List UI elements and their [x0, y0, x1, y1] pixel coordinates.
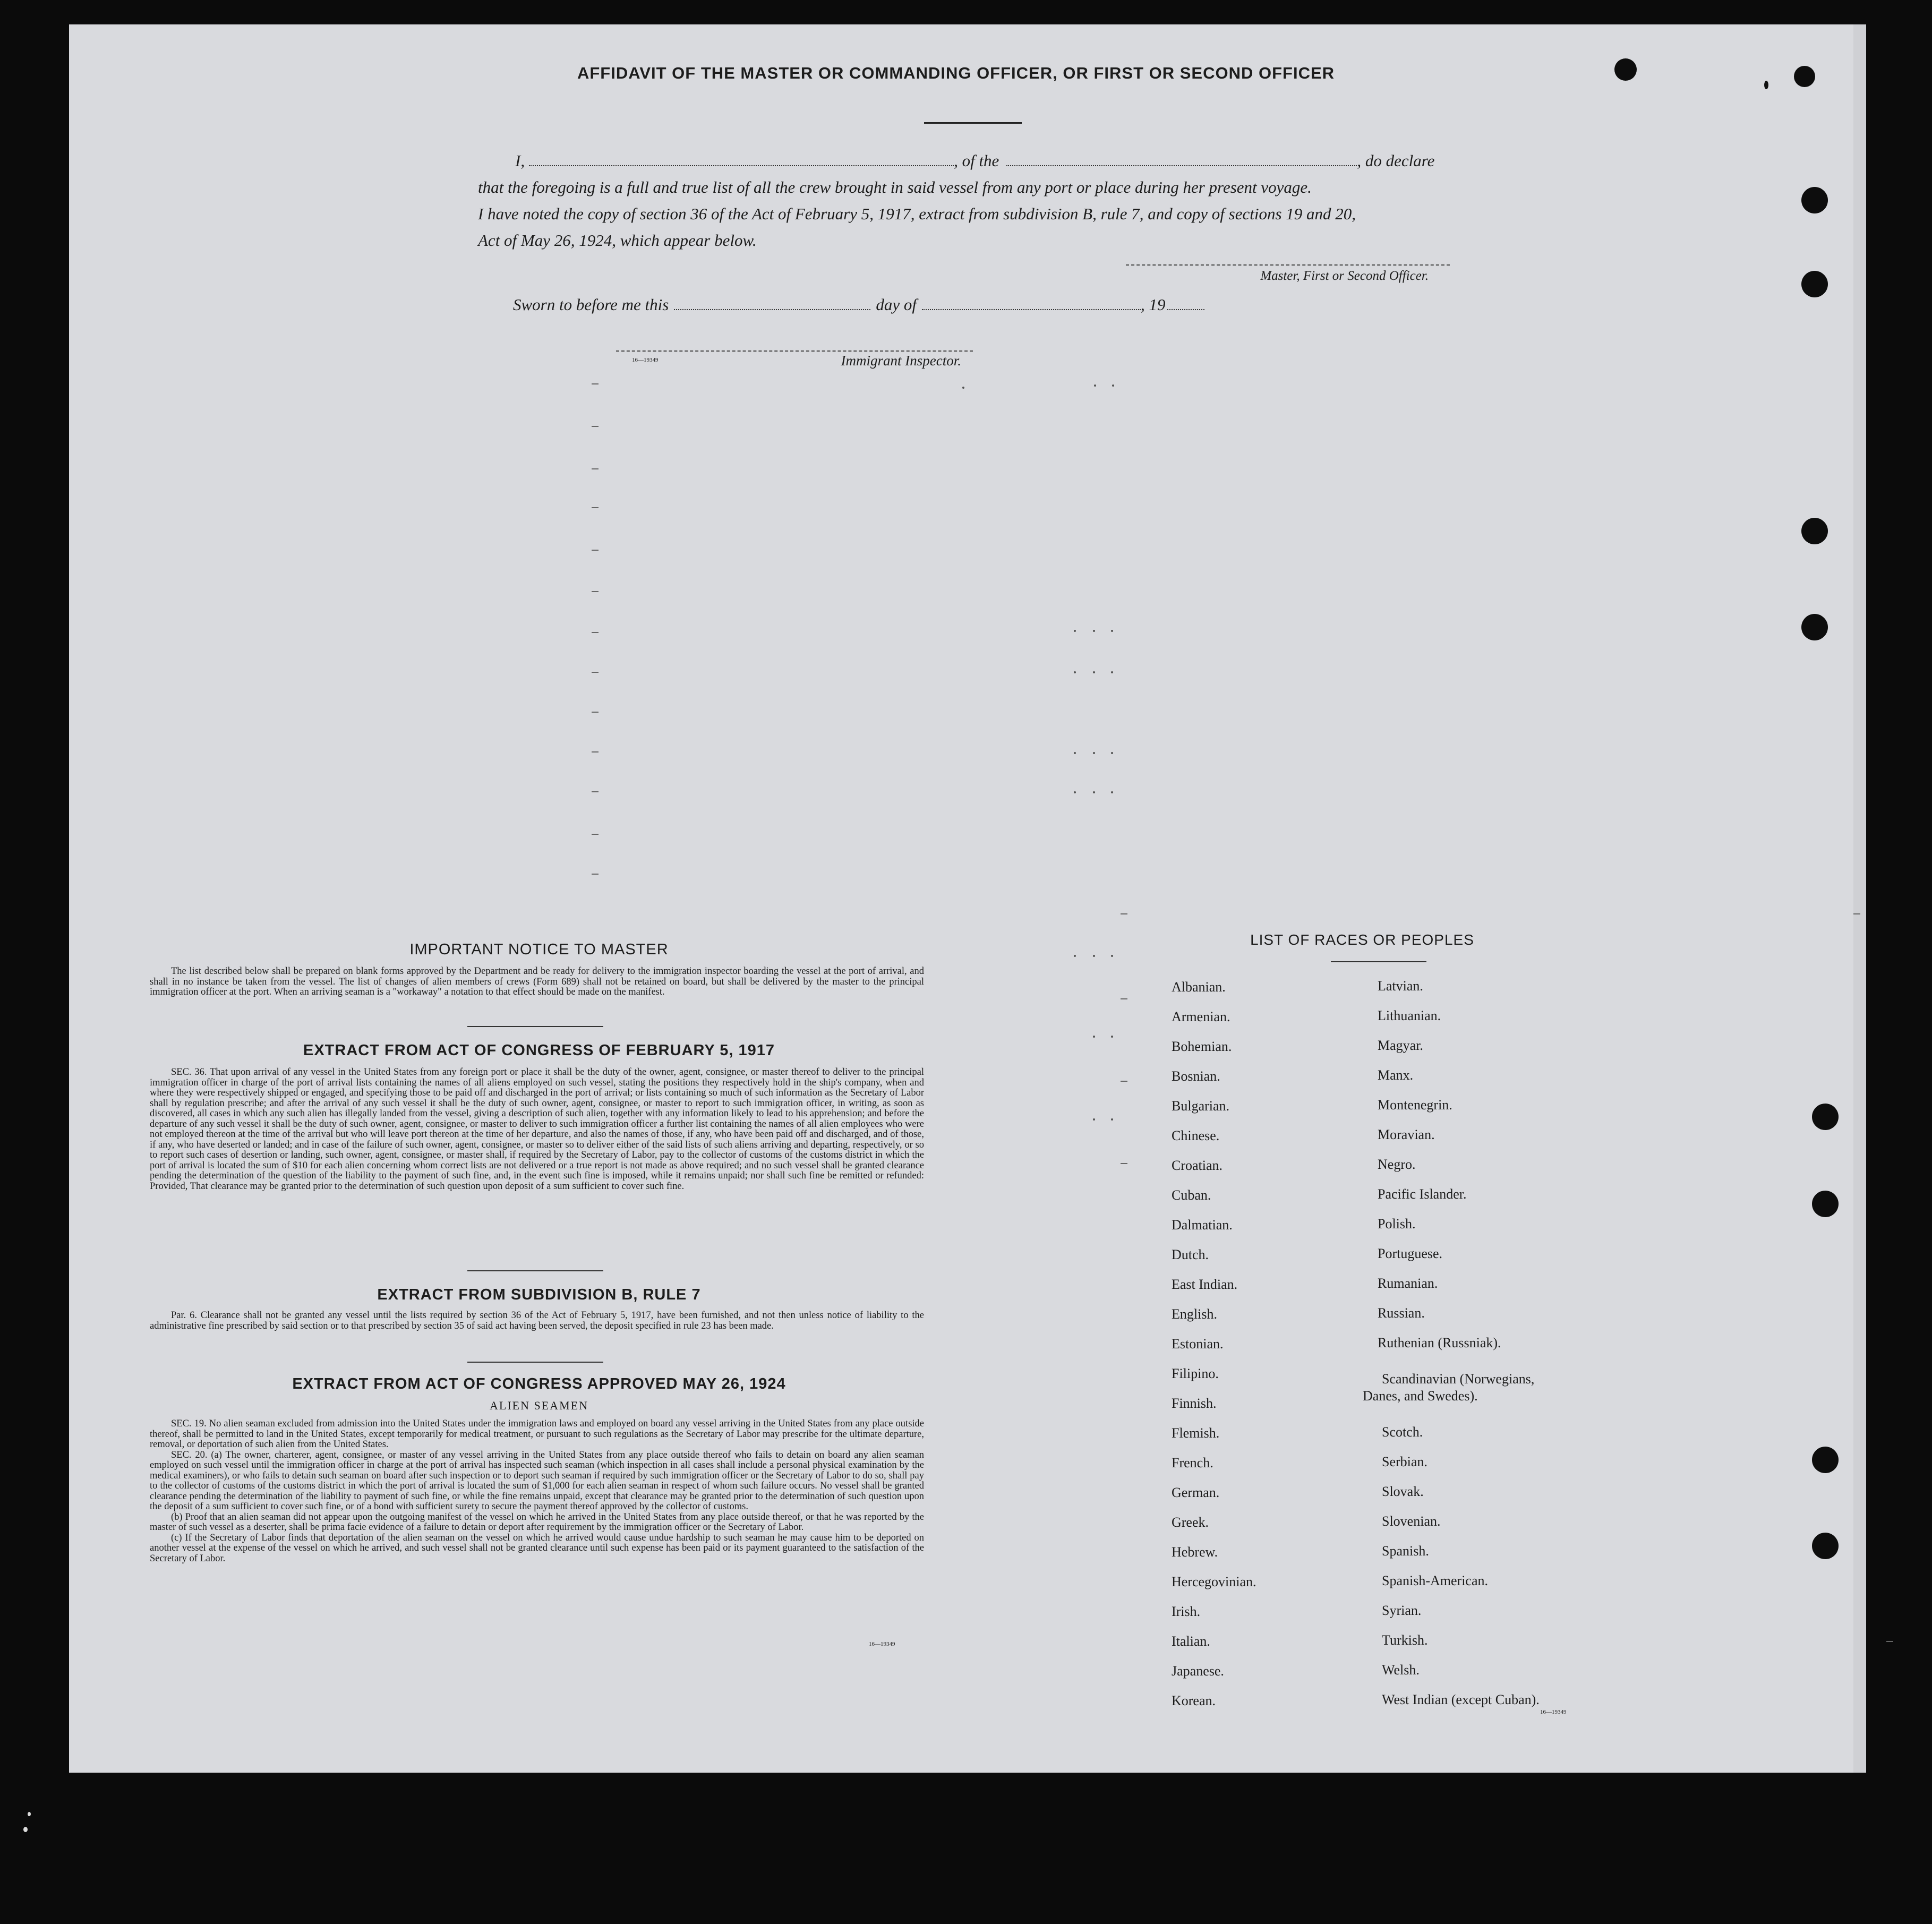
- race-item: Italian.: [1172, 1634, 1210, 1649]
- bleed-dot: [1093, 630, 1095, 632]
- sworn-year: , 19: [1140, 295, 1166, 314]
- bleed-mark: [592, 550, 599, 551]
- bleed-dot: [1111, 1036, 1113, 1038]
- bleed-dot: [1093, 955, 1095, 957]
- race-item: Syrian.: [1382, 1603, 1422, 1618]
- race-item: Bohemian.: [1172, 1039, 1232, 1054]
- race-item: Welsh.: [1382, 1662, 1420, 1678]
- bleed-dot: [1074, 671, 1076, 673]
- sworn-mid: day of: [876, 295, 917, 314]
- race-item: Polish.: [1378, 1216, 1416, 1232]
- extract-rule7-paragraph: Par. 6. Clearance shall not be granted any vessel until the lists required by section 36 of the Act of February 5, 1917, have been furnished, and not then unless notice of liability to the administrative fine prescribed by said section or to that prescribed by section 35 of said act having been served, the deposit specified in rule 23 has been made.: [150, 1310, 924, 1331]
- race-item: East Indian.: [1172, 1277, 1238, 1292]
- sworn-start: Sworn to before me this: [513, 295, 669, 314]
- race-item: Lithuanian.: [1378, 1008, 1441, 1023]
- race-item: Flemish.: [1172, 1425, 1220, 1441]
- binder-hole: [1801, 271, 1828, 297]
- bleed-mark: [592, 672, 599, 673]
- title-rule: [924, 122, 1022, 124]
- sworn-line: [513, 295, 1204, 314]
- extract-1924-subtitle: ALIEN SEAMEN: [490, 1399, 588, 1412]
- notice-paragraph: The list described below shall be prepared on blank forms approved by the Department and be ready for delivery to the immigration inspector boarding the vessel at the port of arrival, and shall in no instance be taken from the vessel. The list of changes of alien members of crews (Form 689) shall not be retained on board, but shall be delivered by the master to the principal immigration officer at the port. When an arriving seaman is a "workaway" a notation to that effect should be made on the manifest.: [150, 966, 924, 997]
- speck: [23, 1827, 28, 1832]
- race-item: Slovenian.: [1382, 1513, 1441, 1529]
- bleed-dot: [1074, 752, 1076, 754]
- affidavit-line-4: Act of May 26, 1924, which appear below.: [478, 231, 757, 250]
- bleed-dot: [1111, 752, 1113, 754]
- race-item: Hercegovinian.: [1172, 1574, 1256, 1589]
- binder-hole: [1812, 1191, 1839, 1217]
- bleed-mark: [592, 507, 599, 508]
- race-item: Dutch.: [1172, 1247, 1209, 1262]
- sworn-day-blank[interactable]: [674, 296, 870, 310]
- bleed-dot: [1074, 791, 1076, 793]
- extract-1917-title: EXTRACT FROM ACT OF CONGRESS OF FEBRUARY 5, 1917: [303, 1042, 775, 1059]
- bleed-dot: [962, 387, 964, 389]
- affidavit-title: AFFIDAVIT OF THE MASTER OR COMMANDING OFFICER, OR FIRST OR SECOND OFFICER: [577, 64, 1335, 82]
- bleed-dot: [1093, 752, 1095, 754]
- affidavit-line-1: [478, 148, 1469, 174]
- signature-line[interactable]: [1126, 264, 1450, 266]
- bleed-mark: [592, 834, 599, 835]
- extract-1917-text: [150, 1067, 924, 1192]
- bleed-mark: [1853, 913, 1860, 914]
- form-number: 16—19349: [869, 1641, 895, 1647]
- races-title-rule: [1331, 961, 1426, 962]
- affidavit-line1-start: I,: [515, 151, 525, 170]
- name-blank[interactable]: [529, 152, 954, 166]
- bleed-dot: [1112, 384, 1114, 387]
- race-item: Chinese.: [1172, 1128, 1220, 1143]
- race-item: Bulgarian.: [1172, 1098, 1230, 1114]
- race-item: Filipino.: [1172, 1366, 1219, 1381]
- bleed-dot: [1094, 384, 1096, 387]
- race-item: Scotch.: [1382, 1424, 1423, 1440]
- notice-text: [150, 967, 924, 998]
- punch-mark: [1614, 58, 1637, 81]
- race-item: Rumanian.: [1378, 1276, 1438, 1291]
- punch-mark: [1794, 66, 1815, 87]
- bleed-mark: [592, 632, 599, 633]
- race-item: Finnish.: [1172, 1396, 1217, 1411]
- form-number: 16—19349: [632, 357, 659, 363]
- bleed-dot: [1111, 791, 1113, 793]
- sheet-edge: [1853, 24, 1866, 1773]
- bleed-mark: [592, 712, 599, 713]
- inspector-signature-line[interactable]: [616, 350, 973, 352]
- sworn-year-blank[interactable]: [1167, 296, 1204, 310]
- affidavit-line-3: I have noted the copy of section 36 of the Act of February 5, 1917, extract from subdivision B, rule 7, and copy of sections 19 and 20,: [478, 204, 1356, 223]
- speck: [28, 1812, 31, 1816]
- race-item: Korean.: [1172, 1693, 1216, 1708]
- affidavit-body: [478, 148, 1469, 254]
- race-item: Slovak.: [1382, 1484, 1424, 1499]
- race-item: Magyar.: [1378, 1038, 1423, 1053]
- bleed-dot: [1074, 955, 1076, 957]
- bleed-dot: [1111, 955, 1113, 957]
- bleed-mark: [1121, 998, 1127, 999]
- bleed-dot: [1111, 671, 1113, 673]
- form-number: 16—19349: [1540, 1709, 1567, 1715]
- race-item: German.: [1172, 1485, 1220, 1500]
- race-item: Portuguese.: [1378, 1246, 1443, 1261]
- race-item: Japanese.: [1172, 1663, 1224, 1679]
- affidavit-line1-mid: , of the: [954, 151, 999, 170]
- race-item: Montenegrin.: [1378, 1097, 1452, 1113]
- sworn-month-blank[interactable]: [922, 296, 1141, 310]
- race-item: Bosnian.: [1172, 1068, 1220, 1084]
- race-item: Hebrew.: [1172, 1544, 1218, 1560]
- race-item: Russian.: [1378, 1305, 1425, 1321]
- race-item: Spanish-American.: [1382, 1573, 1489, 1588]
- race-item: Greek.: [1172, 1515, 1209, 1530]
- affidavit-line1-end: , do declare: [1357, 151, 1435, 170]
- section-divider: [467, 1270, 603, 1271]
- affidavit-line-2: that the foregoing is a full and true list of all the crew brought in said vessel from any port or place during her present voyage.: [478, 178, 1312, 196]
- race-item: Manx.: [1378, 1067, 1414, 1083]
- bleed-dot: [1093, 791, 1095, 793]
- bleed-dot: [1093, 1118, 1095, 1121]
- binder-hole: [1812, 1447, 1839, 1473]
- bleed-mark: [1121, 1163, 1127, 1164]
- extract-1924-title: EXTRACT FROM ACT OF CONGRESS APPROVED MAY 26, 1924: [292, 1375, 786, 1392]
- extract-rule7-text: [150, 1311, 924, 1331]
- bleed-mark: [592, 751, 599, 753]
- bleed-dot: [1093, 671, 1095, 673]
- race-item: Turkish.: [1382, 1632, 1428, 1648]
- bleed-mark: [592, 791, 599, 792]
- extract-1924-text: [150, 1419, 924, 1564]
- race-item: French.: [1172, 1455, 1213, 1470]
- vessel-blank[interactable]: [1006, 152, 1357, 166]
- race-item: English.: [1172, 1306, 1217, 1322]
- bleed-dot: [1111, 1118, 1113, 1121]
- binder-hole: [1812, 1104, 1839, 1130]
- bleed-mark: [592, 468, 599, 469]
- speck: [1764, 81, 1768, 89]
- extract-1917-paragraph: SEC. 36. That upon arrival of any vessel in the United States from any foreign port or place it shall be the duty of the owner, agent, consignee, or master thereof to deliver to the principal immigration officer in charge of the port of arrival lists containing the names of all aliens employed on such vessel, stating the positions they respectively hold in the ship's company, when and where they were respectively shipped or engaged, and specifying those to be paid off and discharged in the port of arrival; or lists containing so much of such information as the Secretary of Labor shall by regulation prescribe; and after the arrival of any such vessel it shall be the duty of such owner, agent, consignee, or master to report to such immigration officer, in writing, as soon as discovered, all cases in which any such alien has illegally landed from the vessel, giving a description of such alien, together with any information likely to lead to his apprehension; and before the departure of any such vessel it shall be the duty of such owner, agent, consignee, or master to deliver to such immigration officer a further list containing the names of all alien employees who were not employed thereon at the time of the arrival but who will leave port thereon at the time of her departure, and also the names of those, if any, who have been paid off and discharged, and of those, if any, who have deserted or landed; and in case of the failure of such owner, agent, consignee, or master so to deliver either of the said lists of such aliens arriving and departing, respectively, or so to report such cases of desertion or landing, such owner, agent, consignee, or master shall, if required by the Secretary of Labor, pay to the collector of customs of the customs district in which the port of arrival is located the sum of $10 for each alien concerning whom correct lists are not delivered or a true report is not made as above required; and no such vessel shall be granted clearance pending the determination of the question of the liability to the payment of such fine, and, in the event such fine is imposed, while it remains unpaid; nor shall such fine be remitted or refunded: Provided, That clearance may be granted prior to the determination of such question upon deposit of a sum sufficient to cover such fine.: [150, 1067, 924, 1192]
- races-title: LIST OF RACES OR PEOPLES: [1250, 931, 1474, 948]
- binder-hole: [1801, 518, 1828, 544]
- extract-rule7-title: EXTRACT FROM SUBDIVISION B, RULE 7: [377, 1286, 701, 1303]
- race-item: Armenian.: [1172, 1009, 1230, 1024]
- race-item: Albanian.: [1172, 979, 1226, 995]
- binder-hole: [1801, 187, 1828, 213]
- race-item: Croatian.: [1172, 1158, 1223, 1173]
- race-item: Danes, and Swedes).: [1363, 1388, 1478, 1404]
- binder-hole: [1812, 1533, 1839, 1559]
- race-item: Ruthenian (Russniak).: [1378, 1335, 1501, 1350]
- section-divider: [467, 1026, 603, 1027]
- race-item: Estonian.: [1172, 1336, 1224, 1352]
- bleed-mark: [592, 591, 599, 592]
- race-item: Serbian.: [1382, 1454, 1427, 1469]
- sec-20b-paragraph: (b) Proof that an alien seaman did not appear upon the outgoing manifest of the vessel on which he arrived in the United States from any place outside thereof, or that he was reported by the master of such vessel as a deserter, shall be prima facie evidence of a failure to detain or deport after requirement by the immigration officer or the Secretary of Labor.: [150, 1511, 924, 1533]
- bleed-dot: [1111, 630, 1113, 632]
- notice-title: IMPORTANT NOTICE TO MASTER: [409, 941, 669, 958]
- bleed-dot: [1074, 630, 1076, 632]
- race-item: Scandinavian (Norwegians,: [1382, 1371, 1535, 1387]
- sec-20c-paragraph: (c) If the Secretary of Labor finds that deportation of the alien seaman on the vessel on which he arrived would cause undue hardship to such seaman he may cause him to be deported on another vessel at the expense of the vessel on which he arrived, and such vessel shall not be granted clearance until such expense has been paid or its payment guaranteed to the satisfaction of the Secretary of Labor.: [150, 1532, 924, 1564]
- race-item: Cuban.: [1172, 1187, 1211, 1203]
- race-item: Negro.: [1378, 1157, 1416, 1172]
- sec-19-paragraph: SEC. 19. No alien seaman excluded from admission into the United States under the immigration laws and employed on board any vessel arriving in the United States from any place outside thereof, shall be permitted to land in the United States, except temporarily for medical treatment, or pursuant to such regulations as the Secretary of Labor may prescribe for the ultimate departure, removal, or deportation of such alien from the United States.: [150, 1418, 924, 1450]
- race-item: Moravian.: [1378, 1127, 1435, 1142]
- bleed-mark: [592, 383, 599, 384]
- race-item: Irish.: [1172, 1604, 1201, 1619]
- section-divider: [467, 1362, 603, 1363]
- bleed-mark: [592, 874, 599, 875]
- race-item: Dalmatian.: [1172, 1217, 1233, 1233]
- race-item: West Indian (except Cuban).: [1382, 1692, 1540, 1707]
- bleed-mark: [592, 426, 599, 427]
- sec-20a-paragraph: SEC. 20. (a) The owner, charterer, agent, consignee, or master of any vessel arriving in the United States from any place outside thereof who fails to detain on board any alien seaman employed on such vessel until the immigration officer in charge at the port of arrival has inspected such seaman (which inspection in all cases shall include a personal physical examination by the medical examiners), or who fails to detain such seaman on board after such inspection or to deport such seaman if required by such immigration officer or the Secretary of Labor to do so, shall pay to the collector of customs of the customs district in which the port of arrival is located the sum of $1,000 for each alien seaman in respect of whom such failure occurs. No vessel shall be granted clearance pending the determination of the liability to payment of such fine, or while the fine remains unpaid, except that clearance may be granted prior to the determination of such question upon the deposit of a sum sufficient to cover such fine, or of a bond with sufficient surety to secure the payment thereof approved by the collector of customs.: [150, 1449, 924, 1512]
- bleed-mark: [1886, 1641, 1893, 1642]
- inspector-label: Immigrant Inspector.: [841, 353, 961, 369]
- race-item: Pacific Islander.: [1378, 1186, 1467, 1202]
- race-item: Latvian.: [1378, 978, 1423, 994]
- bleed-mark: [1121, 913, 1127, 914]
- signature-label: Master, First or Second Officer.: [1260, 269, 1429, 283]
- binder-hole: [1801, 614, 1828, 640]
- race-item: Spanish.: [1382, 1543, 1429, 1559]
- bleed-dot: [1093, 1036, 1095, 1038]
- bleed-mark: [1121, 1081, 1127, 1082]
